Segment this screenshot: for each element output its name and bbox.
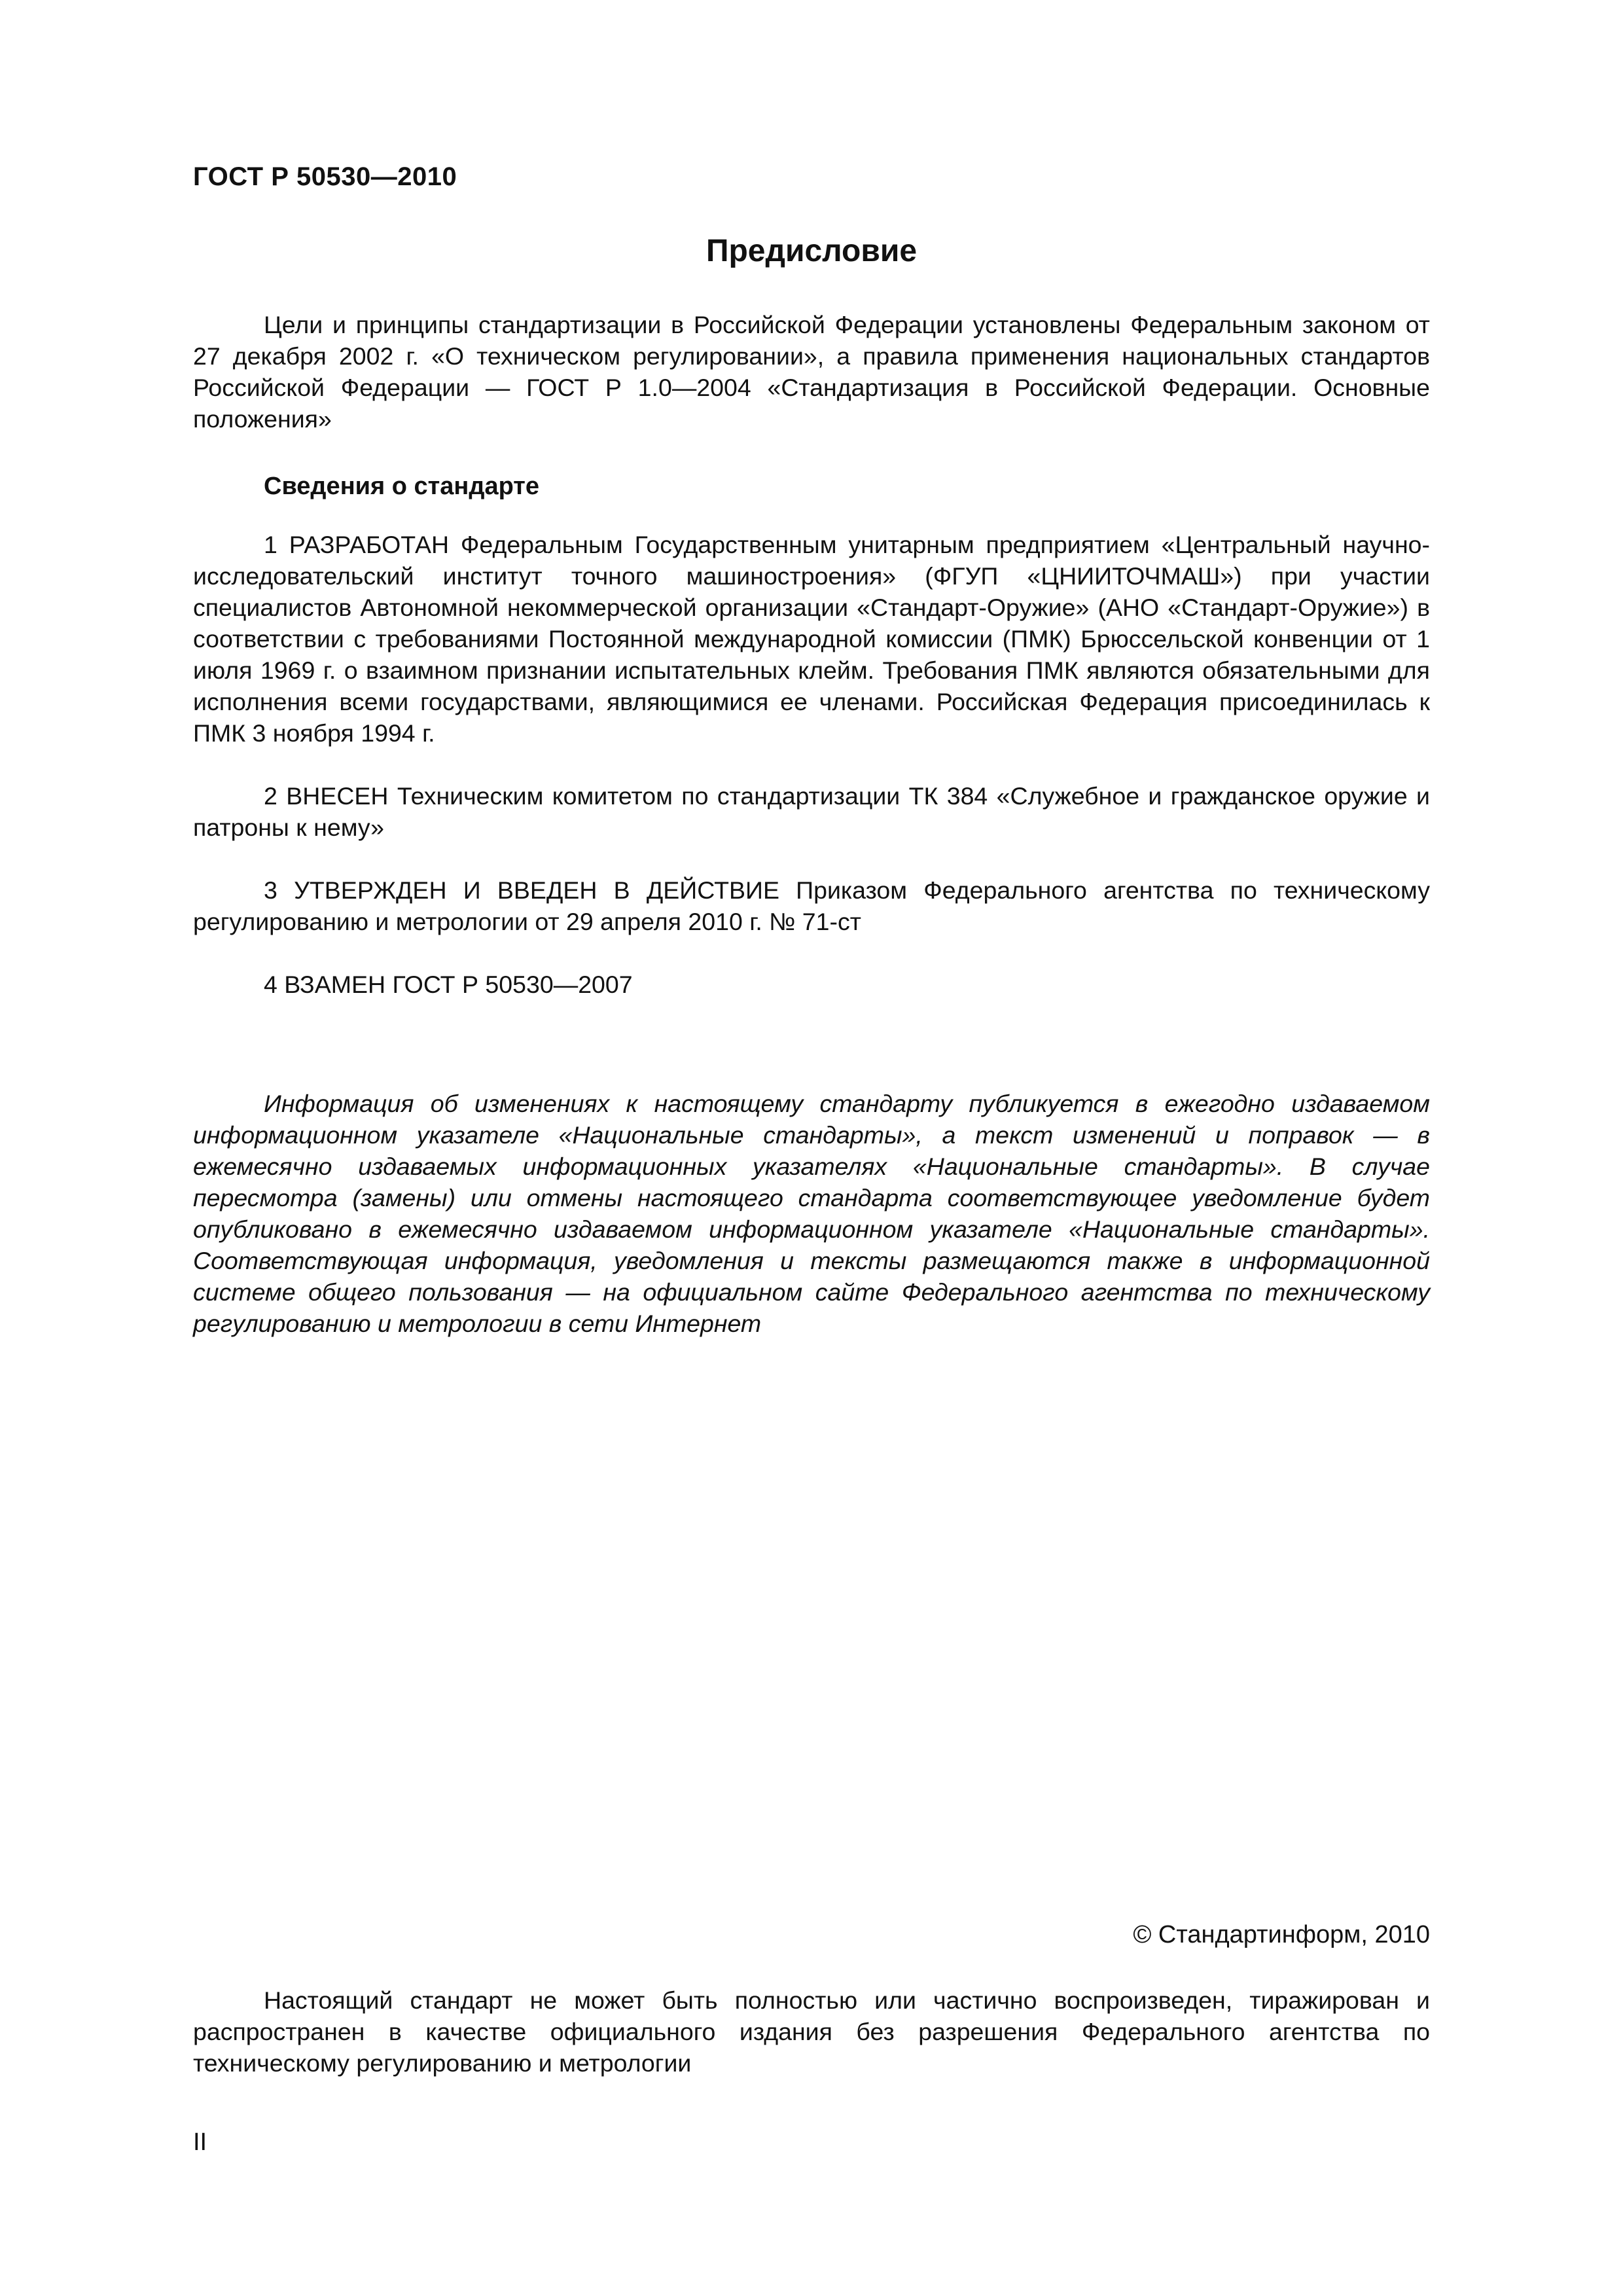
- standard-info-item-1: 1 РАЗРАБОТАН Федеральным Государственным унитарным предприятием «Центральный научно-исследовательский институт точного машиностроения» (ФГУП «ЦНИИТОЧМАШ») при участии специалистов Автономной некоммерческой организации «Стандарт-Оружие» (АНО «Стандарт-Оружие») в соответствии с требованиями Постоянной международной комиссии (ПМК) Брюссельской конвенции от 1 июля 1969 г. о взаимном признании испытательных клейм. Требования ПМК являются обязательными для исполнения всеми государствами, являющимися ее членами. Российская Федерация присоединилась к ПМК 3 ноября 1994 г.: [193, 531, 1430, 747]
- standard-info-item-4: 4 ВЗАМЕН ГОСТ Р 50530—2007: [264, 971, 633, 998]
- page-title: Предисловие: [705, 234, 918, 268]
- copyright-line: © Стандартинформ, 2010: [1133, 1921, 1430, 1948]
- standard-info-heading: Сведения о стандарте: [264, 473, 540, 500]
- standard-info-item-2: 2 ВНЕСЕН Техническим комитетом по стандартизации ТК 384 «Служебное и гражданское оружие и патроны к нему»: [193, 782, 1430, 841]
- reproduction-notice-paragraph: Настоящий стандарт не может быть полностью или частично воспроизведен, тиражирован и распространен в качестве официального издания без разрешения Федерального агентства по техническому регулированию и метрологии: [193, 1986, 1430, 2077]
- document-code-header: ГОСТ Р 50530—2010: [193, 162, 457, 191]
- changes-notice-paragraph: Информация об изменениях к настоящему стандарту публикуется в ежегодно издаваемом информационном указателе «Национальные стандарты», а текст изменений и поправок — в ежемесячно издаваемых информационных указателях «Национальные стандарты». В случае пересмотра (замены) или отмены настоящего стандарта соответствующее уведомление будет опубликовано в ежемесячно издаваемом информационном указателе «Национальные стандарты». Соответствующая информация, уведомления и тексты размещаются также в информационной системе общего пользования — на официальном сайте Федерального агентства по техническому регулированию и метрологии в сети Интернет: [193, 1090, 1430, 1337]
- page-number: II: [193, 2128, 207, 2156]
- standard-info-item-3: 3 УТВЕРЖДЕН И ВВЕДЕН В ДЕЙСТВИЕ Приказом Федерального агентства по техническому регулированию и метрологии от 29 апреля 2010 г. № 71-ст: [193, 876, 1430, 935]
- intro-paragraph: Цели и принципы стандартизации в Российской Федерации установлены Федеральным законом от 27 декабря 2002 г. «О техническом регулировании», а правила применения национальных стандартов Российской Федерации — ГОСТ Р 1.0—2004 «Стандартизация в Российской Федерации. Основные положения»: [193, 311, 1430, 433]
